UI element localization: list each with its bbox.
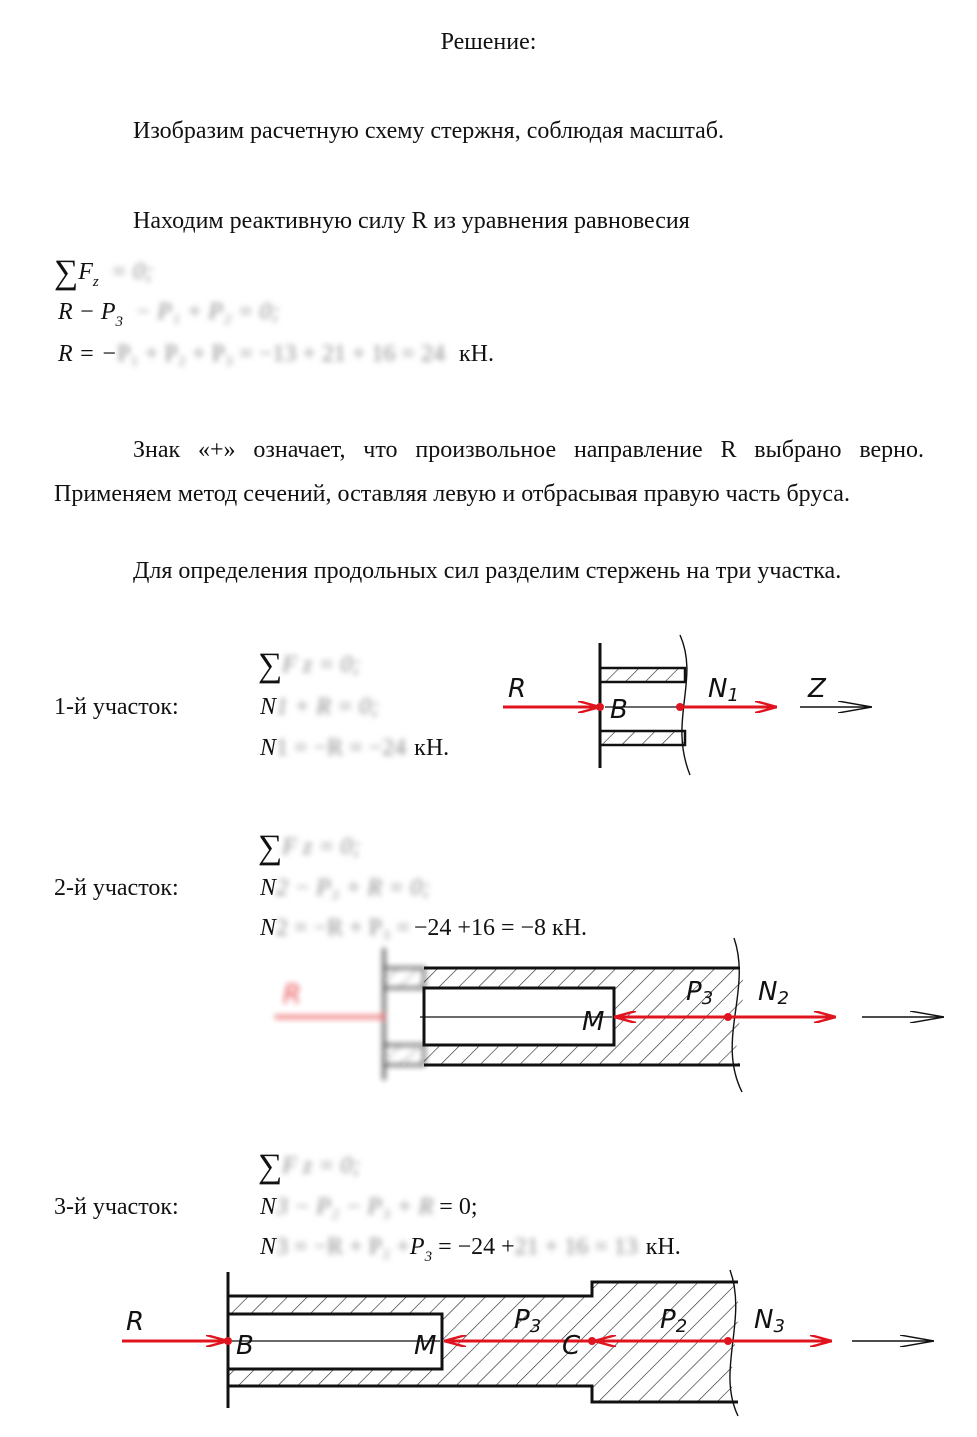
blurred-equation-part: P₁ + P₂ + P₃ = −13 + 21 + 16 = 24 xyxy=(117,341,445,367)
p-letter: P xyxy=(686,977,702,1007)
sum-sign: ∑ xyxy=(54,254,79,291)
reaction-equation-left: R − P xyxy=(58,299,116,325)
p3-symbol: P xyxy=(409,1234,425,1260)
point-cut xyxy=(724,1337,732,1345)
blurred-left-part xyxy=(275,948,424,1080)
p3-sub: 3 xyxy=(424,1249,433,1265)
p-letter: P xyxy=(514,1305,530,1335)
reaction-equation-sub: 3 xyxy=(115,314,124,330)
m-label: M xyxy=(582,1007,605,1037)
n1-label xyxy=(708,674,739,706)
point-cut xyxy=(676,703,684,711)
n-symbol: N xyxy=(260,1234,277,1260)
blurred-equation-part: 3 − P₂ − P₃ + R xyxy=(276,1194,434,1220)
sum-sign: ∑ xyxy=(258,1148,283,1185)
page-title: Решение: xyxy=(440,29,537,55)
blurred-equation-part: − P₁ + P₂ = 0; xyxy=(129,299,280,325)
blurred-equation-part: 1 = −R = −24 xyxy=(276,735,407,761)
section-2-value: −24 +16 = −8 кН. xyxy=(413,915,588,941)
blurred-equation-part: F z = 0; xyxy=(282,834,361,860)
n-sub: 3 xyxy=(773,1316,785,1337)
blurred-equation-part: F z = 0; xyxy=(282,1153,361,1179)
section-3-label: 3-й участок: xyxy=(54,1194,179,1220)
sign-paragraph: Знак «+» означает, что произвольное направление R выбрано верно. Применяем метод сечений, оставляя левую и отбрасывая правую часть бруса. xyxy=(54,437,924,507)
diagram-section-3 xyxy=(122,1270,934,1416)
b-label: B xyxy=(610,695,628,725)
n-symbol: N xyxy=(260,735,277,761)
n2-label xyxy=(758,977,789,1009)
n-letter: N xyxy=(708,674,728,704)
division-paragraph: Для определения продольных сил разделим стержень на три участка. xyxy=(133,558,842,584)
equilibrium-intro: Находим реактивную силу R из уравнения равновесия xyxy=(133,208,690,234)
section-1-unit: кН. xyxy=(414,735,450,761)
n-letter: N xyxy=(754,1305,774,1335)
n-symbol: N xyxy=(260,694,277,720)
n-symbol: N xyxy=(260,875,277,901)
p-sub: 2 xyxy=(675,1316,688,1337)
sum-force-label: F xyxy=(78,259,93,285)
section-1-label: 1-й участок: xyxy=(54,694,179,720)
blurred-equation-part: F z = 0; xyxy=(282,652,361,678)
sum-sign: ∑ xyxy=(258,647,283,684)
blurred-equation-part: = 0; xyxy=(104,259,153,285)
r-label: R xyxy=(126,1307,145,1337)
p-sub: 3 xyxy=(529,1316,542,1337)
n-symbol: N xyxy=(260,1194,277,1220)
n-sub: 1 xyxy=(727,685,739,706)
n3-label xyxy=(754,1305,785,1337)
point-cut xyxy=(724,1013,732,1021)
section-3-unit: кН. xyxy=(645,1234,681,1260)
point-b xyxy=(596,703,604,711)
reaction-unit: кН. xyxy=(458,341,494,367)
hatched-wall-top xyxy=(600,668,685,682)
blurred-equation-part: 3 = −R + P₂ + xyxy=(276,1234,410,1260)
c-label: C xyxy=(562,1331,581,1361)
sum-force-sub: z xyxy=(92,274,99,290)
hatched-wall-bottom xyxy=(600,731,685,745)
blurred-equation-part: 2 − P₃ + R = 0; xyxy=(276,875,431,901)
n-symbol: N xyxy=(260,915,277,941)
n-letter: N xyxy=(758,977,778,1007)
blurred-equation-part: 21 + 16 = 13 xyxy=(514,1234,638,1260)
point-b xyxy=(224,1337,232,1345)
intro-paragraph: Изобразим расчетную схему стержня, соблюдая масштаб. xyxy=(133,118,724,144)
sum-sign: ∑ xyxy=(258,829,283,866)
p-letter: P xyxy=(660,1305,676,1335)
section-3-eq-mid: = −24 + xyxy=(438,1234,515,1260)
m-label: M xyxy=(414,1331,437,1361)
diagram-section-2 xyxy=(275,938,944,1092)
b-label: B xyxy=(236,1331,254,1361)
p-sub: 3 xyxy=(701,988,714,1009)
svg-text:R: R xyxy=(283,980,302,1010)
blurred-equation-part: 1 + R = 0; xyxy=(276,694,380,720)
r-label: R xyxy=(508,674,527,704)
section-3-eq-tail: = 0; xyxy=(439,1194,478,1220)
z-label: Z xyxy=(808,674,826,704)
point-c xyxy=(588,1337,596,1345)
blurred-equation-part: 2 = −R + P₃ = xyxy=(276,915,410,941)
reaction-result-left: R = − xyxy=(58,341,118,367)
n-sub: 2 xyxy=(777,988,789,1009)
section-2-label: 2-й участок: xyxy=(54,875,179,901)
diagram-section-1 xyxy=(503,635,872,775)
